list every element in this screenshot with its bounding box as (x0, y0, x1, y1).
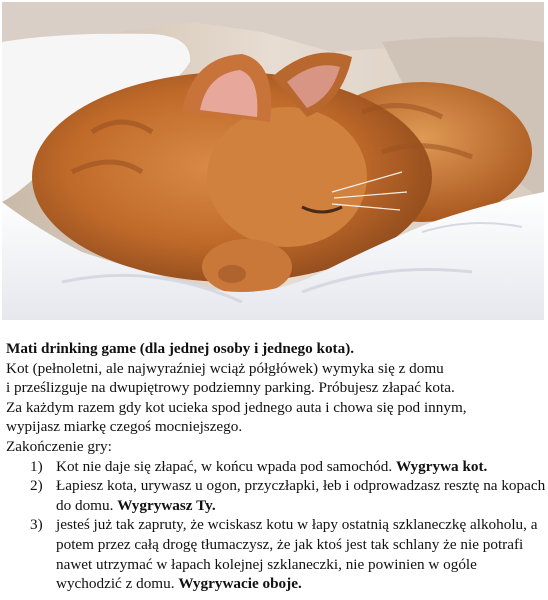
intro-line-1: Kot (pełnoletni, ale najwyraźniej wciąż półgłówek) wymyka się z domu (6, 359, 444, 377)
list-item-number: 3) (30, 516, 43, 534)
cat-photo (2, 2, 544, 320)
list-item (6, 515, 546, 593)
article-title: Mati drinking game (dla jednej osoby i jednego kota). (6, 340, 355, 357)
list-item-result: Wygrywasz Ty. (117, 496, 216, 514)
list-item-text: Łapiesz kota, urywasz u ogon, przyczłapki, łeb i odprowadzasz resztę na kopach do domu. (56, 477, 546, 514)
list-item-number: 1) (30, 457, 43, 475)
rule-line-2: wypijasz miarkę czegoś mocniejszego. (6, 418, 243, 436)
rule-line-1: Za każdym razem gdy kot ucieka spod jednego auta i chowa się pod innym, (6, 398, 467, 416)
sleeping-cat-illustration (2, 2, 544, 320)
list-item-result: Wygrywa kot. (395, 457, 488, 475)
list-item (6, 457, 546, 477)
list-item-number: 2) (30, 477, 43, 495)
endings-list (6, 457, 546, 594)
list-item (6, 476, 546, 515)
intro-line-2: i prześlizguje na dwupiętrowy podziemny parking. Próbujesz złapać kota. (6, 379, 455, 397)
list-item-result: Wygrywacie oboje. (178, 575, 302, 593)
list-item-text: Kot nie daje się złapać, w końcu wpada pod samochód. (56, 457, 393, 475)
ending-heading: Zakończenie gry: (6, 437, 112, 455)
article (6, 339, 546, 594)
list-item-text: jesteś już tak zapruty, że wciskasz kotu w łapy ostatnią szklaneczkę alkoholu, a potem przez całą drogę tłumaczysz, że jak ktoś jest tak schlany że nie potrafi nawet utrzymać w łapach kolejnej szklaneczki, nie powinien w ogóle wychodzić z domu. (56, 516, 538, 593)
